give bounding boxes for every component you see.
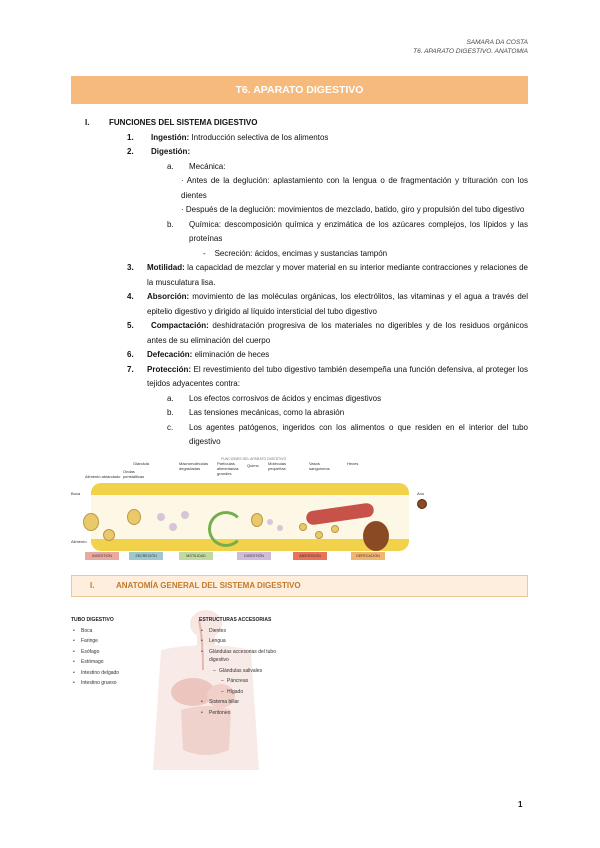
list-item: • Intestino delgado bbox=[71, 668, 119, 679]
food-particle bbox=[127, 509, 141, 525]
sub-item-mecanica: a. Mecánica: bbox=[167, 161, 226, 171]
chyme-drop bbox=[277, 525, 283, 531]
feces-mass bbox=[363, 521, 389, 551]
functions-section bbox=[71, 116, 528, 450]
section-heading: I. FUNCIONES DEL SISTEMA DIGESTIVO bbox=[85, 118, 258, 127]
food-particle bbox=[103, 529, 115, 541]
page-number: 1 bbox=[518, 800, 523, 809]
list-item: • Estómago bbox=[71, 657, 119, 668]
label-ondas: Ondas peristálticas bbox=[123, 469, 145, 479]
list-item: • Faringe bbox=[71, 636, 119, 647]
badge-ingestion: INGESTIÓN bbox=[85, 552, 119, 560]
anatomy-figure bbox=[71, 610, 528, 770]
section-heading-anatomy: I. ANATOMÍA GENERAL DEL SISTEMA DIGESTIVO bbox=[71, 575, 528, 597]
list-subitem: – Glándulas salivales bbox=[199, 666, 329, 677]
protection-item: b. Las tensiones mecánicas, como la abrasión bbox=[167, 408, 345, 417]
list-item: 1. Ingestión: Introducción selectiva de los alimentos bbox=[127, 132, 329, 142]
label-alimento: Alimento bbox=[71, 539, 87, 544]
sub-item-quimica: b. Química: descomposición química y enzimática de los azúcares complejos, los lípidos y las proteínas bbox=[167, 219, 528, 243]
list-subitem: – Páncreas bbox=[199, 676, 329, 687]
label-macromoleculas: Macromoléculas degradadas bbox=[179, 461, 209, 471]
list-item: 7. Protección: El revestimiento del tubo digestivo también desempeña una función defensiva, al proteger los tejidos adyacentes contra: bbox=[127, 364, 528, 388]
protection-item: c. Los agentes patógenos, ingeridos con los alimentos o que residen en el interior del tubo digestivo bbox=[167, 422, 528, 446]
diagram-note: FUNCIONES DEL APARATO DIGESTIVO bbox=[221, 457, 287, 461]
badge-secrecion: SECRECIÓN bbox=[129, 552, 163, 560]
food-particle bbox=[83, 513, 99, 531]
badge-absorcion: ABSORCIÓN bbox=[293, 552, 327, 560]
list-item: 3. Motilidad: la capacidad de mezclar y mover material en su interior mediante contracciones y relaciones de la musculatura lisa. bbox=[127, 263, 528, 287]
label-boca: Boca bbox=[71, 491, 81, 496]
tube-list: TUBO DIGESTIVO • Boca • Faringe • Esófago • Estómago • Intestino delgado • Intestino grueso bbox=[71, 615, 119, 689]
chyme-drop bbox=[267, 519, 273, 525]
peristaltic-coil bbox=[208, 511, 244, 547]
label-vasos: Vasos sanguíneos bbox=[309, 461, 330, 471]
author-name: SAMARA DA COSTA bbox=[466, 39, 528, 46]
accessory-list: ESTRUCTURAS ACCESORIAS • Dientes • Lengua • Glándulas accesorias del tubo digestivo – Glándulas salivales – Páncreas – Hígado • Sistema biliar • Peritoneo bbox=[199, 615, 329, 718]
digestive-tube bbox=[91, 483, 409, 551]
list-item: 4. Absorción: movimiento de las moléculas orgánicas, los electrólitos, las vitaminas y el agua a través del epitelio digestivo y dirigido al líquido intersticial del tubo digestivo bbox=[127, 292, 528, 316]
badge-motilidad: MOTILIDAD bbox=[179, 552, 213, 560]
page-header bbox=[413, 38, 528, 56]
bullet-item: - Secreción: ácidos, encimas y sustancias tampón bbox=[203, 248, 388, 258]
feces-out bbox=[417, 499, 427, 509]
badge-defecacion: DEFECACIÓN bbox=[351, 552, 385, 560]
badge-digestion: DIGESTIÓN bbox=[237, 552, 271, 560]
secretion-drop bbox=[181, 511, 189, 519]
small-molecule bbox=[315, 531, 323, 539]
list-item: • Lengua bbox=[199, 636, 329, 647]
list-item: • Sistema biliar bbox=[199, 697, 329, 708]
label-moleculas: Moléculas pequeñas bbox=[268, 461, 287, 471]
list-item: • Dientes bbox=[199, 626, 329, 637]
list-item: • Esófago bbox=[71, 647, 119, 658]
digestive-functions-diagram bbox=[71, 457, 528, 565]
protection-item: a. Los efectos corrosivos de ácidos y encimas digestivos bbox=[167, 393, 382, 403]
bullet-item: · Antes de la deglución: aplastamiento con la lengua o de fragmentación y trituración con los dientes bbox=[181, 176, 528, 200]
label-ano: Ano bbox=[417, 491, 425, 496]
small-molecule bbox=[299, 523, 307, 531]
list-item: • Peritoneo bbox=[199, 708, 329, 719]
secretion-drop bbox=[169, 523, 177, 531]
list-item: • Glándulas accesorias del tubo digestivo bbox=[199, 647, 297, 666]
list-item: • Boca bbox=[71, 626, 119, 637]
label-heces: Heces bbox=[347, 461, 359, 466]
label-ablandado: Alimento ablandado bbox=[85, 474, 121, 479]
doc-subtitle: T6. APARATO DIGESTIVO. ANATOMIA bbox=[413, 48, 528, 55]
secretion-drop bbox=[157, 513, 165, 521]
label-glandula: Glándula bbox=[133, 461, 150, 466]
label-particulas: Partículas alimentarias grandes bbox=[217, 461, 239, 476]
list-item: 2. Digestión: bbox=[127, 147, 191, 156]
list-item: • Intestino grueso bbox=[71, 678, 119, 689]
bullet-item: · Después de la deglución: movimientos de mezclado, batido, giro y propulsión del tubo digestivo bbox=[181, 205, 525, 214]
list-subitem: – Hígado bbox=[199, 687, 329, 698]
page-title: T6. APARATO DIGESTIVO bbox=[71, 76, 528, 104]
list-item: 5. Compactación: deshidratación progresiva de los materiales no digeribles y de los residuos orgánicos antes de su eliminación del cuerpo bbox=[127, 321, 528, 345]
label-quimo: Quimo bbox=[247, 463, 259, 468]
small-molecule bbox=[331, 525, 339, 533]
list-item: 6. Defecación: eliminación de heces bbox=[127, 350, 270, 359]
food-particle bbox=[251, 513, 263, 527]
